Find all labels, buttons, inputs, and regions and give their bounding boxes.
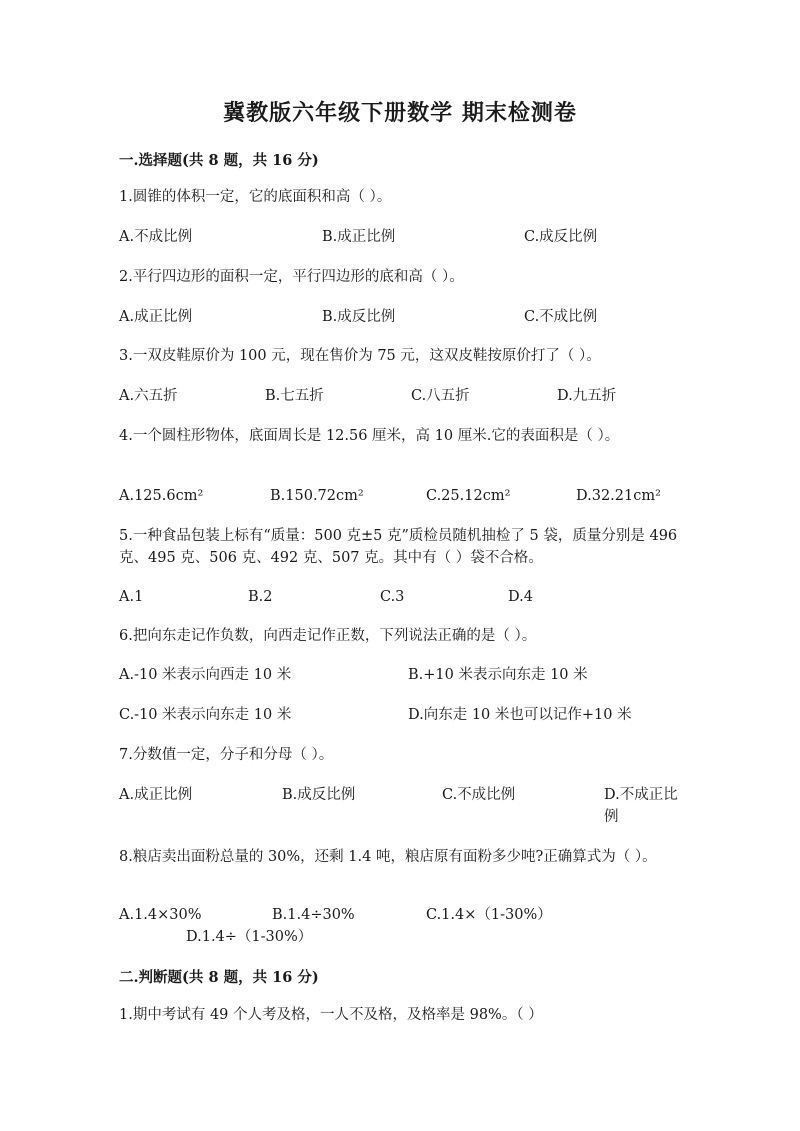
- option-d[interactable]: D.1.4÷（1-30%）: [186, 929, 313, 945]
- option-a[interactable]: A.1.4×30%: [119, 907, 202, 923]
- option-b[interactable]: B.150.72cm²: [270, 488, 364, 504]
- question-stem: 5.一种食品包装上标有“质量：500 克±5 克”质检员随机抽检了 5 袋，质量分别是 496 克、495 克、506 克、492 克、507 克。其中有（ ）袋不合格。: [119, 528, 678, 566]
- option-b[interactable]: B.1.4÷30%: [272, 907, 355, 923]
- option-a[interactable]: A.成正比例: [119, 309, 193, 325]
- option-b[interactable]: B.七五折: [265, 388, 324, 404]
- question-stem: 6.把向东走记作负数，向西走记作正数，下列说法正确的是（ ）。: [119, 628, 537, 644]
- option-b[interactable]: B.2: [248, 589, 273, 605]
- question-stem: 2.平行四边形的面积一定，平行四边形的底和高（ ）。: [119, 269, 464, 285]
- option-c[interactable]: C.1.4×（1-30%）: [426, 907, 552, 923]
- section-heading-judgment: 二.判断题(共 8 题，共 16 分): [119, 969, 319, 986]
- question-stem: 1.期中考试有 49 个人考及格，一人不及格，及格率是 98%。（ ）: [119, 1007, 543, 1023]
- option-a[interactable]: A.1: [119, 589, 144, 605]
- option-b[interactable]: B.成正比例: [322, 229, 396, 245]
- option-d[interactable]: D.不成正比例: [604, 787, 678, 825]
- option-c[interactable]: C.成反比例: [524, 229, 598, 245]
- option-c[interactable]: C.3: [380, 589, 405, 605]
- option-a[interactable]: A.-10 米表示向西走 10 米: [119, 667, 292, 683]
- section-heading-choice: 一.选择题(共 8 题，共 16 分): [119, 152, 319, 169]
- page-title: 冀教版六年级下册数学 期末检测卷: [223, 100, 577, 126]
- question-stem: 8.粮店卖出面粉总量的 30%，还剩 1.4 吨，粮店原有面粉多少吨?正确算式为（ ）。: [119, 849, 657, 865]
- option-c[interactable]: C.不成比例: [442, 787, 516, 803]
- option-b[interactable]: B.+10 米表示向东走 10 米: [408, 667, 588, 683]
- question-stem: 1.圆锥的体积一定，它的底面积和高（ ）。: [119, 189, 392, 205]
- option-b[interactable]: B.成反比例: [282, 787, 356, 803]
- question-stem: 4.一个圆柱形物体，底面周长是 12.56 厘米，高 10 厘米.它的表面积是（ ）。: [119, 428, 620, 444]
- option-d[interactable]: D.九五折: [557, 388, 617, 404]
- option-a[interactable]: A.成正比例: [119, 787, 193, 803]
- option-c[interactable]: C.-10 米表示向东走 10 米: [119, 707, 292, 723]
- option-a[interactable]: A.125.6cm²: [119, 488, 204, 504]
- option-a[interactable]: A.不成比例: [119, 229, 193, 245]
- option-d[interactable]: D.32.21cm²: [576, 488, 661, 504]
- option-c[interactable]: C.25.12cm²: [426, 488, 511, 504]
- question-stem: 3.一双皮鞋原价为 100 元，现在售价为 75 元，这双皮鞋按原价打了（ ）。: [119, 348, 601, 364]
- question-stem: 7.分数值一定，分子和分母（ ）。: [119, 747, 334, 763]
- option-a[interactable]: A.六五折: [119, 388, 178, 404]
- option-b[interactable]: B.成反比例: [322, 309, 396, 325]
- option-c[interactable]: C.不成比例: [524, 309, 598, 325]
- option-d[interactable]: D.向东走 10 米也可以记作+10 米: [408, 707, 632, 723]
- option-c[interactable]: C.八五折: [411, 388, 470, 404]
- option-d[interactable]: D.4: [508, 589, 533, 605]
